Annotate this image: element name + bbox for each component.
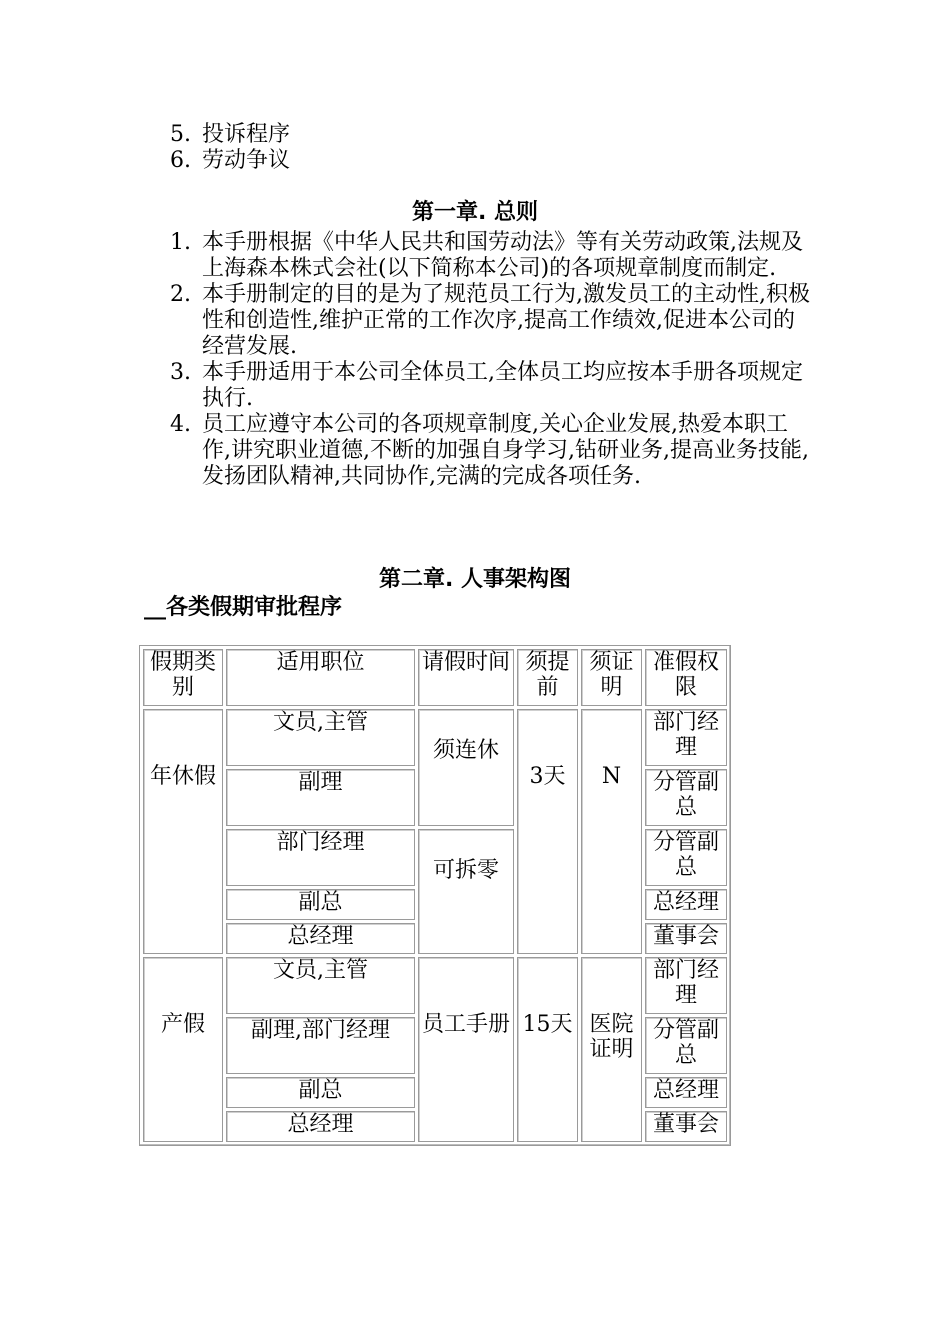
leave-approval-table [139,645,731,1146]
proof-cell: N [581,709,642,954]
leave-type-cell: 年休假 [143,709,223,954]
approver-cell: 董事会 [645,1111,727,1142]
toc-list [170,122,810,174]
approver-cell: 部门经理 [645,957,727,1014]
position-cell: 文员,主管 [226,709,415,766]
position-cell: 副总 [226,889,415,920]
section-subtitle: __各类假期审批程序 [144,595,343,620]
proof-cell: 医院证明 [581,957,642,1142]
chapter2-title: 第二章. 人事架构图 [378,567,572,592]
toc-item: 6. 劳动争议 [170,148,291,173]
approver-cell: 部门经理 [645,709,727,766]
header-cell: 准假权限 [645,649,727,706]
table-row [143,957,727,1014]
toc-item: 5. 投诉程序 [170,122,291,147]
table-header-row [143,649,727,706]
position-cell: 副总 [226,1077,415,1108]
advance-cell: 15天 [517,957,578,1142]
header-cell: 适用职位 [226,649,415,706]
position-cell: 部门经理 [226,829,415,886]
header-cell: 须提前 [517,649,578,706]
approver-cell: 分管副总 [645,769,727,826]
position-cell: 总经理 [226,1111,415,1142]
time-cell: 可拆零 [418,829,514,954]
position-cell: 文员,主管 [226,957,415,1014]
chapter1-title: 第一章. 总则 [411,200,539,225]
list-item: 3. 本手册适用于本公司全体员工,全体员工均应按本手册各项规定执行. [170,360,803,411]
approver-cell: 分管副总 [645,1017,727,1074]
leave-type-cell: 产假 [143,957,223,1142]
time-cell: 须连休 [418,709,514,826]
list-item: 4. 员工应遵守本公司的各项规章制度,关心企业发展,热爱本职工作,讲究职业道德,不断的加强自身学习,钻研业务,提高业务技能,发扬团队精神,共同协作,完满的完成各项任务. [170,412,809,489]
header-cell: 请假时间 [418,649,514,706]
time-cell: 员工手册 [418,957,514,1142]
approver-cell: 分管副总 [645,829,727,886]
list-item: 1. 本手册根据《中华人民共和国劳动法》等有关劳动政策,法规及上海森本株式会社(以下简称本公司)的各项规章制度而制定. [170,230,803,281]
approver-cell: 总经理 [645,889,727,920]
approver-cell: 总经理 [645,1077,727,1108]
list-item: 2. 本手册制定的目的是为了规范员工行为,激发员工的主动性,积极性和创造性,维护正常的工作次序,提高工作绩效,促进本公司的经营发展. [170,282,810,359]
advance-cell: 3天 [517,709,578,954]
header-cell: 假期类别 [143,649,223,706]
position-cell: 副理 [226,769,415,826]
table-row [143,709,727,766]
position-cell: 总经理 [226,923,415,954]
header-cell: 须证明 [581,649,642,706]
approver-cell: 董事会 [645,923,727,954]
chapter1-list [170,230,810,490]
leave-approval-table-wrap [139,645,731,1146]
position-cell: 副理,部门经理 [226,1017,415,1074]
